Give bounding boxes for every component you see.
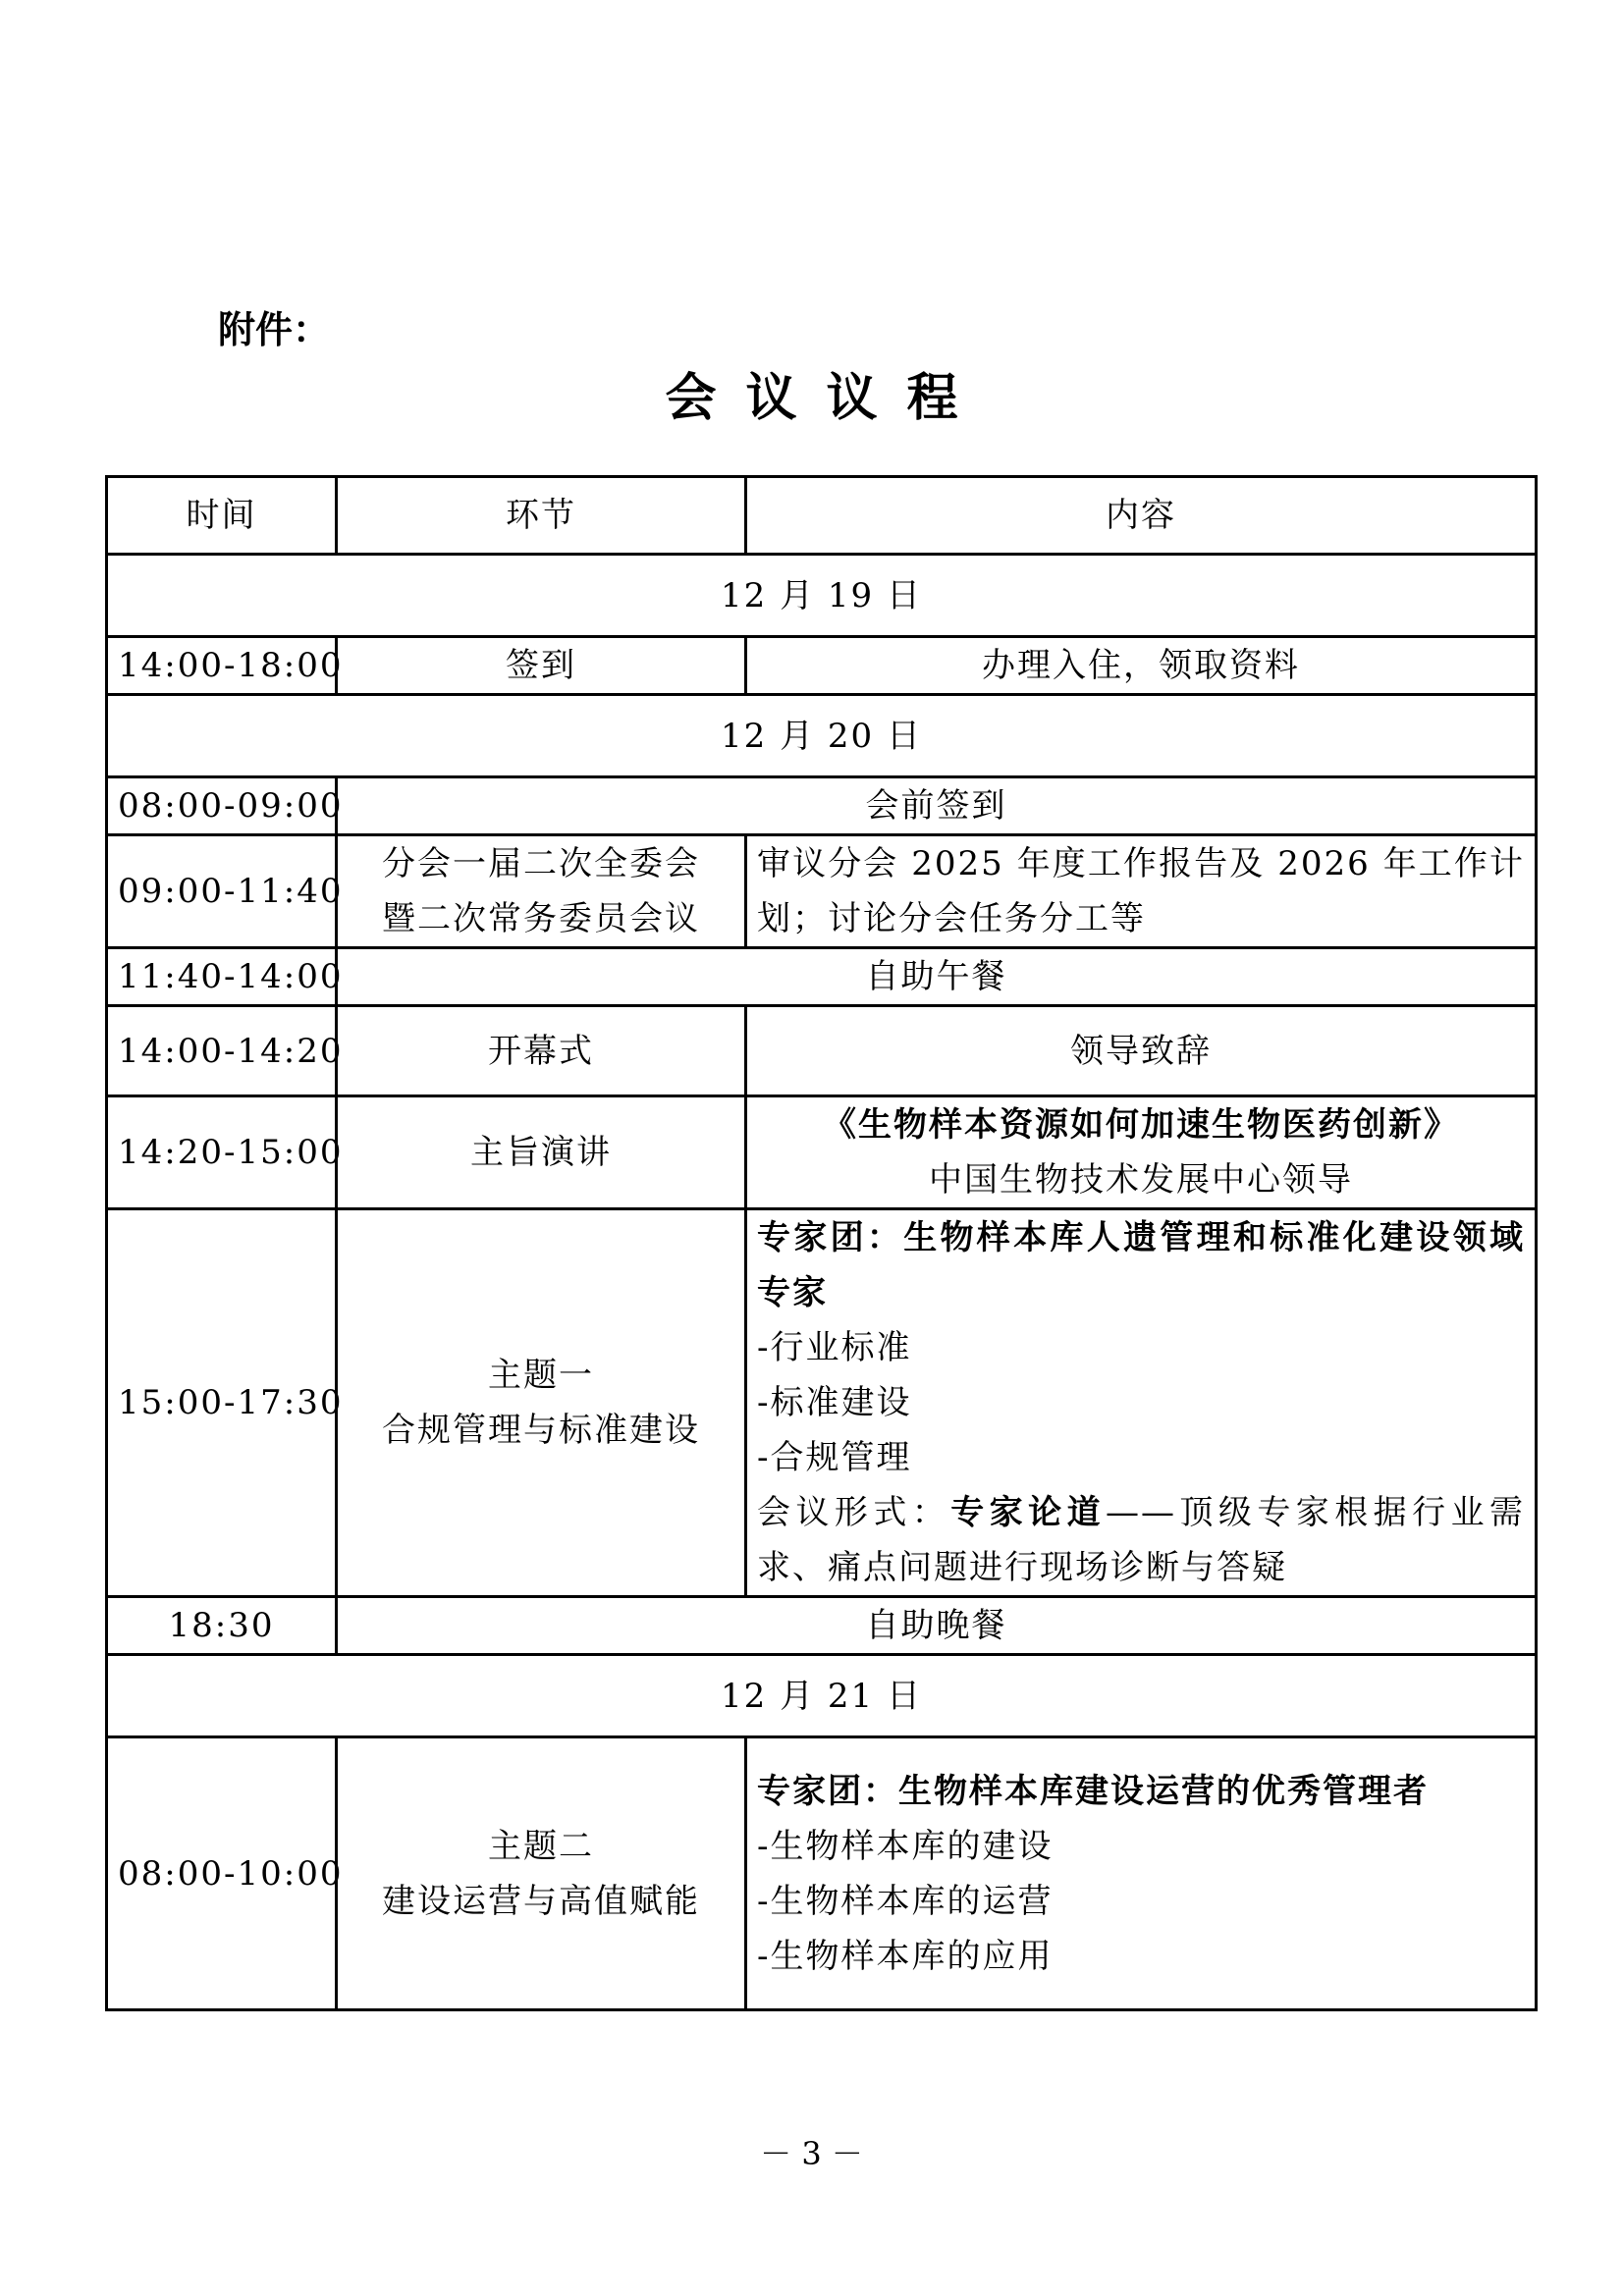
time-cell: 14:00-18:00 xyxy=(107,637,337,695)
time-cell: 11:40-14:00 xyxy=(107,948,337,1006)
session-cell: 签到 xyxy=(337,637,746,695)
header-time: 时间 xyxy=(107,477,337,555)
topic-item: -行业标准 xyxy=(757,1328,912,1367)
meeting-format xyxy=(757,1485,1525,1595)
time-cell: 08:00-09:00 xyxy=(107,777,337,835)
time-cell: 09:00-11:40 xyxy=(107,835,337,948)
header-session: 环节 xyxy=(337,477,746,555)
format-name: 专家论道 xyxy=(950,1493,1107,1532)
date-label: 12 月 20 日 xyxy=(107,695,1537,777)
topic-item: -合规管理 xyxy=(757,1438,912,1477)
session-cell: 主旨演讲 xyxy=(337,1096,746,1209)
session-cell xyxy=(337,1737,746,2010)
content-cell: 办理入住，领取资料 xyxy=(746,637,1537,695)
date-row xyxy=(107,695,1537,777)
theme-title: 合规管理与标准建设 xyxy=(382,1411,700,1450)
header-content: 内容 xyxy=(746,477,1537,555)
topic-item: -标准建设 xyxy=(757,1383,912,1422)
table-row xyxy=(107,637,1537,695)
format-description: ——顶级专家根据行业需求、痛点问题进行现场诊断与答疑 xyxy=(757,1493,1526,1587)
table-row xyxy=(107,1006,1537,1096)
table-row xyxy=(107,948,1537,1006)
time-cell: 15:00-17:30 xyxy=(107,1209,337,1597)
attachment-label: 附件： xyxy=(218,308,331,351)
theme-title: 建设运营与高值赋能 xyxy=(382,1881,700,1921)
topic-item: -生物样本库的应用 xyxy=(757,1936,1054,1976)
topic-item: -生物样本库的运营 xyxy=(757,1881,1054,1921)
format-label: 会议形式： xyxy=(757,1493,951,1532)
content-cell xyxy=(746,1096,1537,1209)
content-cell xyxy=(746,1737,1537,2010)
keynote-speaker: 中国生物技术发展中心领导 xyxy=(929,1160,1353,1200)
table-row xyxy=(107,1209,1537,1597)
topic-item: -生物样本库的建设 xyxy=(757,1826,1054,1866)
session-cell: 开幕式 xyxy=(337,1006,746,1096)
page-number: － 3 － xyxy=(760,2135,863,2172)
table-row xyxy=(107,835,1537,948)
session-line: 分会一届二次全委会 xyxy=(382,844,700,883)
table-row xyxy=(107,777,1537,835)
keynote-title: 《生物样本资源如何加速生物医药创新》 xyxy=(823,1105,1459,1145)
date-row xyxy=(107,555,1537,637)
time-cell: 08:00-10:00 xyxy=(107,1737,337,2010)
table-row xyxy=(107,1597,1537,1655)
date-label: 12 月 21 日 xyxy=(107,1655,1537,1737)
table-row xyxy=(107,1096,1537,1209)
date-row xyxy=(107,1655,1537,1737)
content-cell xyxy=(746,1209,1537,1597)
session-line: 暨二次常务委员会议 xyxy=(382,899,700,938)
session-cell xyxy=(337,835,746,948)
expert-panel: 专家团：生物样本库人遗管理和标准化建设领域专家 xyxy=(757,1218,1525,1312)
merged-cell: 会前签到 xyxy=(337,777,1537,835)
agenda-table xyxy=(105,475,1538,2011)
session-cell xyxy=(337,1209,746,1597)
theme-number: 主题二 xyxy=(488,1826,594,1866)
theme-number: 主题一 xyxy=(488,1356,594,1395)
table-row xyxy=(107,1737,1537,2010)
table-header-row xyxy=(107,477,1537,555)
time-cell: 18:30 xyxy=(107,1597,337,1655)
merged-cell: 自助晚餐 xyxy=(337,1597,1537,1655)
content-cell: 领导致辞 xyxy=(746,1006,1537,1096)
page-title: 会议议程 xyxy=(665,369,988,428)
date-label: 12 月 19 日 xyxy=(107,555,1537,637)
merged-cell: 自助午餐 xyxy=(337,948,1537,1006)
expert-panel: 专家团：生物样本库建设运营的优秀管理者 xyxy=(757,1771,1429,1811)
time-cell: 14:00-14:20 xyxy=(107,1006,337,1096)
time-cell: 14:20-15:00 xyxy=(107,1096,337,1209)
content-cell: 审议分会 2025 年度工作报告及 2026 年工作计划；讨论分会任务分工等 xyxy=(746,835,1537,948)
